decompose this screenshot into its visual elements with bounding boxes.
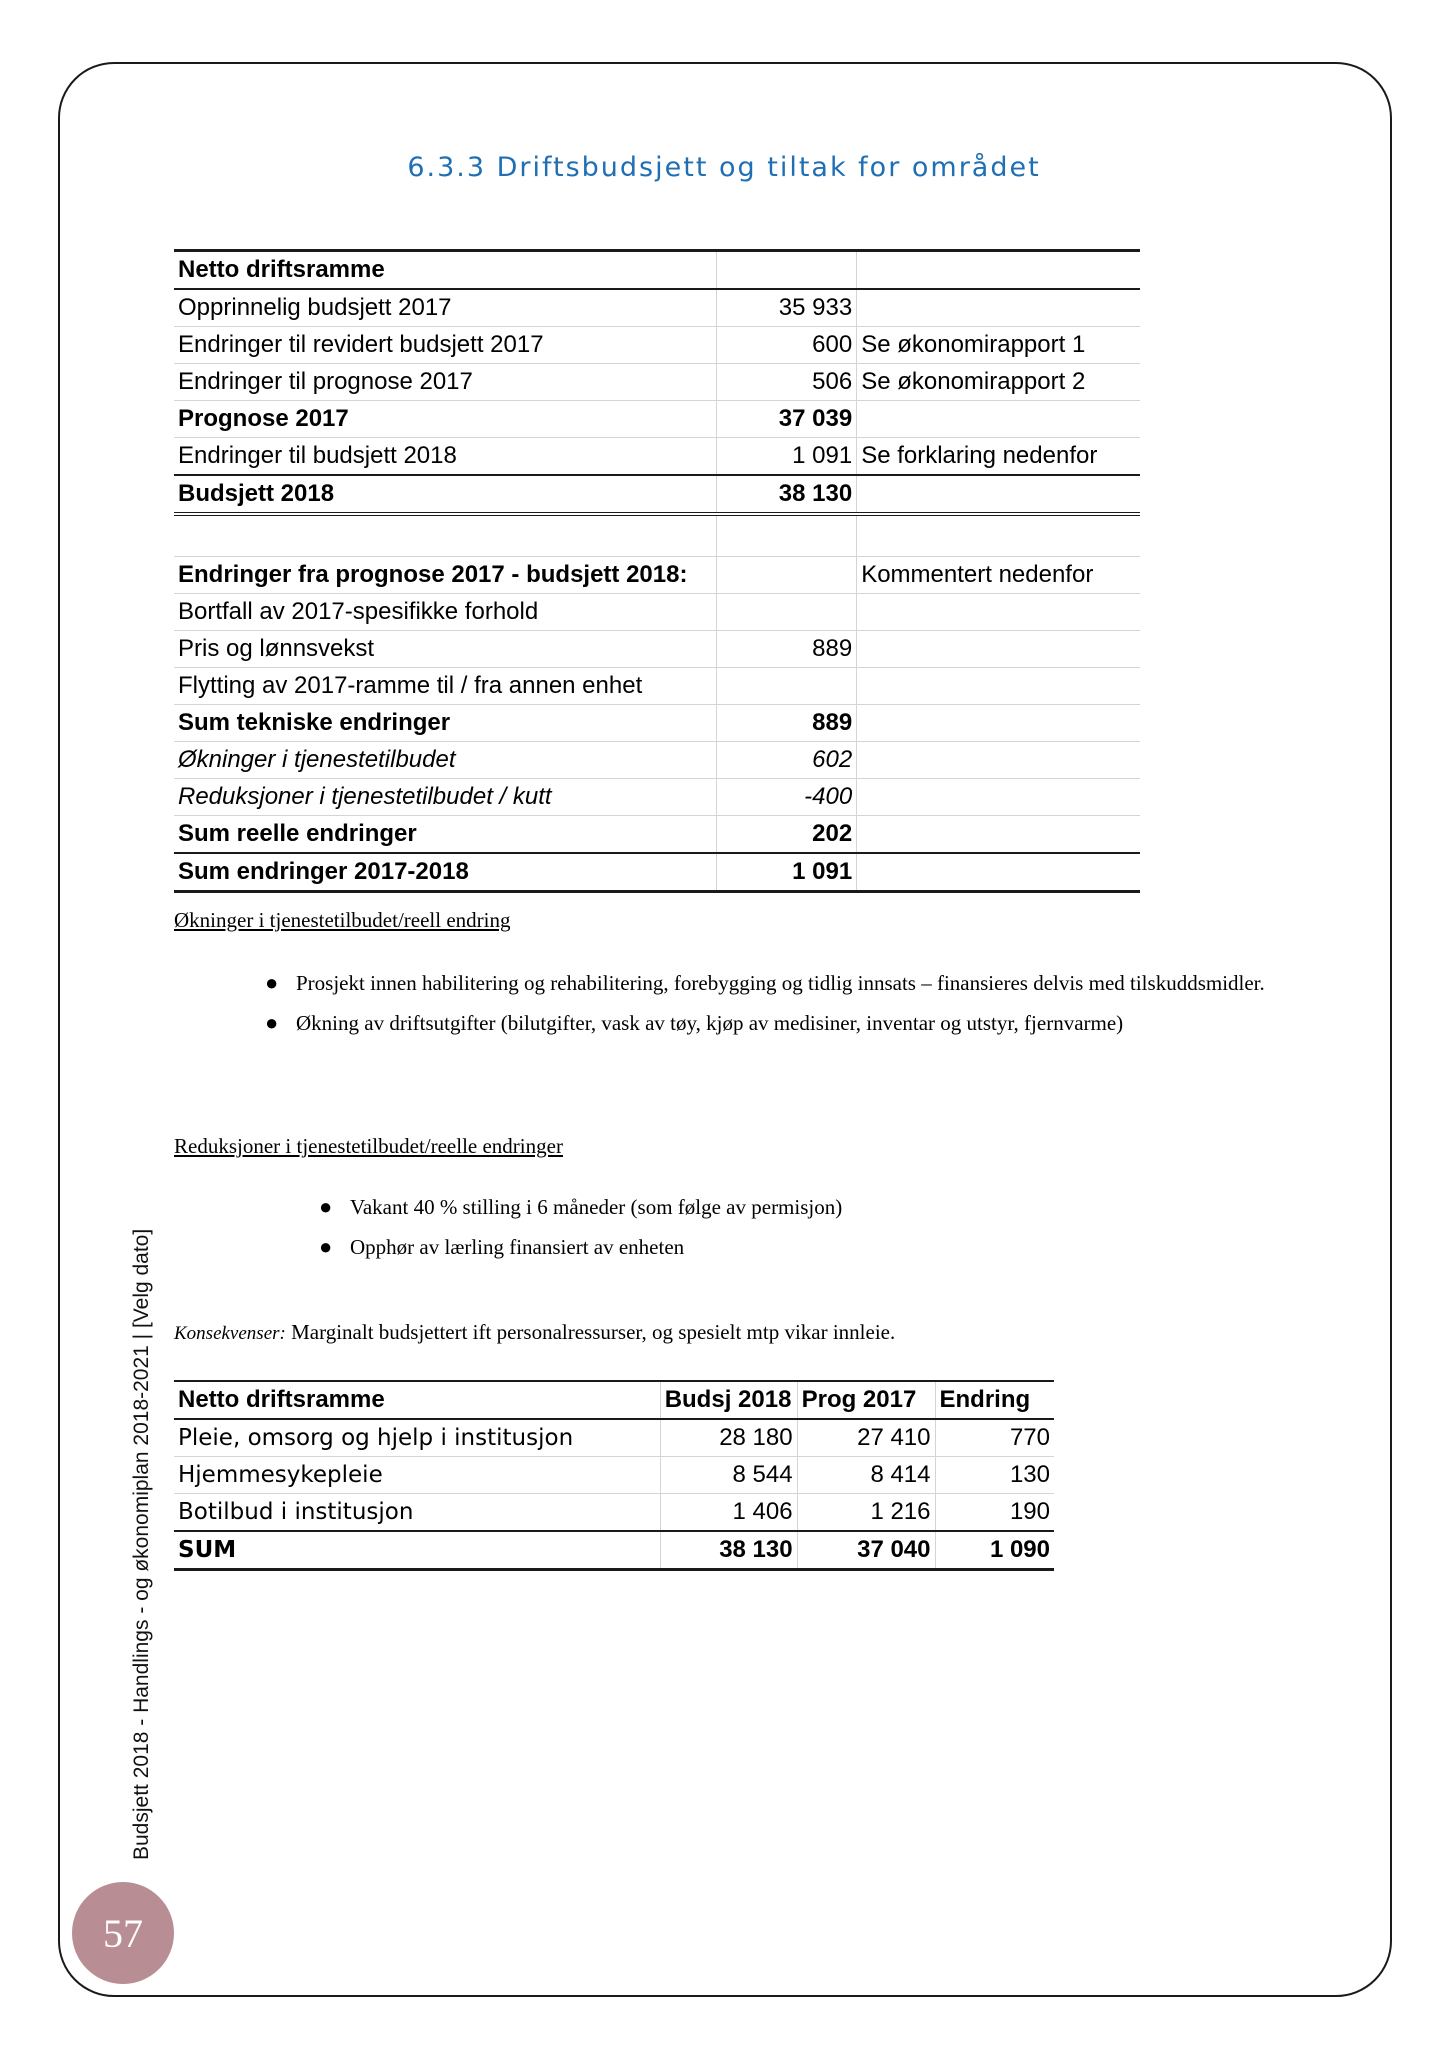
table-cell	[857, 779, 1140, 816]
table-cell: Økninger i tjenestetilbudet	[174, 742, 716, 779]
section-heading: 6.3.3 Driftsbudsjett og tiltak for området	[407, 152, 1041, 183]
table-row	[174, 631, 1140, 668]
table-cell: Hjemmesykepleie	[174, 1457, 660, 1494]
table-cell: 602	[716, 742, 856, 779]
table-cell: 38 130	[660, 1531, 797, 1570]
table-cell	[716, 594, 856, 631]
table-row	[174, 742, 1140, 779]
table-cell	[857, 631, 1140, 668]
table-cell: SUM	[174, 1531, 660, 1570]
table-row	[174, 289, 1140, 327]
table-row	[174, 1494, 1054, 1532]
table-cell	[857, 853, 1140, 892]
table-cell: 37 039	[716, 401, 856, 438]
table-cell: Pleie, omsorg og hjelp i institusjon	[174, 1419, 660, 1457]
table-cell	[857, 816, 1140, 854]
table-row	[174, 475, 1140, 514]
table-cell	[716, 557, 856, 594]
table-cell	[857, 742, 1140, 779]
table-cell: Endringer til prognose 2017	[174, 364, 716, 401]
consequence-label: Konsekvenser:	[174, 1323, 286, 1344]
table-row	[174, 668, 1140, 705]
table-cell	[716, 514, 856, 557]
table-row	[174, 705, 1140, 742]
table-cell: 1 406	[660, 1494, 797, 1532]
increase-section-title: Økninger i tjenestetilbudet/reell endring	[174, 908, 511, 932]
table-cell: 8 544	[660, 1457, 797, 1494]
table-cell: 1 216	[797, 1494, 935, 1532]
table-row	[174, 401, 1140, 438]
budget-frame-table	[174, 249, 1140, 893]
table-cell: 130	[935, 1457, 1054, 1494]
netto-driftsramme-table	[174, 1380, 1054, 1571]
table-cell: 8 414	[797, 1457, 935, 1494]
table-cell: Reduksjoner i tjenestetilbudet / kutt	[174, 779, 716, 816]
consequence-text	[174, 1320, 895, 1345]
table-cell: 1 091	[716, 853, 856, 892]
list-item: ● Opphør av lærling finansiert av enheten	[350, 1230, 1250, 1264]
table-cell: -400	[716, 779, 856, 816]
bullet-icon: ●	[319, 1234, 333, 1259]
table-row	[174, 364, 1140, 401]
table-row	[174, 816, 1140, 854]
table-cell: Botilbud i institusjon	[174, 1494, 660, 1532]
table-cell: 1 091	[716, 438, 856, 476]
table-cell: 27 410	[797, 1419, 935, 1457]
reduction-list	[319, 1190, 1250, 1270]
table-header-cell: Prog 2017	[797, 1381, 935, 1419]
table-cell: 506	[716, 364, 856, 401]
table-row	[174, 779, 1140, 816]
table-row	[174, 1531, 1054, 1570]
list-item: ● Prosjekt innen habilitering og rehabilitering, forebygging og tidlig innsats – finansieres delvis med tilskuddsmidler.	[296, 966, 1296, 1000]
table-cell	[716, 668, 856, 705]
bullet-icon: ●	[265, 970, 279, 995]
bullet-icon: ●	[265, 1010, 279, 1035]
table-cell: Se forklaring nedenfor	[857, 438, 1140, 476]
table-cell: 770	[935, 1419, 1054, 1457]
table-cell: Bortfall av 2017-spesifikke forhold	[174, 594, 716, 631]
table-cell: Se økonomirapport 2	[857, 364, 1140, 401]
table-cell	[857, 251, 1140, 290]
table-cell	[857, 289, 1140, 327]
table-cell	[857, 401, 1140, 438]
table-cell: Sum tekniske endringer	[174, 705, 716, 742]
table-header-cell: Endring	[935, 1381, 1054, 1419]
reduction-section-title: Reduksjoner i tjenestetilbudet/reelle endringer	[174, 1134, 563, 1158]
table-header-cell: Netto driftsramme	[174, 1381, 660, 1419]
table-cell: Sum reelle endringer	[174, 816, 716, 854]
table-row	[174, 557, 1140, 594]
table-cell: 35 933	[716, 289, 856, 327]
list-item: ● Vakant 40 % stilling i 6 måneder (som følge av permisjon)	[350, 1190, 1250, 1224]
table-cell: 889	[716, 631, 856, 668]
bullet-icon: ●	[319, 1194, 333, 1219]
table-cell: 37 040	[797, 1531, 935, 1570]
table-row	[174, 438, 1140, 476]
table-cell: Pris og lønnsvekst	[174, 631, 716, 668]
table-cell: Prognose 2017	[174, 401, 716, 438]
table-cell: 28 180	[660, 1419, 797, 1457]
table-row	[174, 514, 1140, 557]
table-row	[174, 251, 1140, 290]
table-cell: Se økonomirapport 1	[857, 327, 1140, 364]
table-cell: Budsjett 2018	[174, 475, 716, 514]
side-running-header: Budsjett 2018 - Handlings - og økonomiplan 2018-2021 | [Velg dato]	[130, 1228, 153, 1860]
table-cell: 202	[716, 816, 856, 854]
table-cell: Endringer til revidert budsjett 2017	[174, 327, 716, 364]
table-cell: Endringer fra prognose 2017 - budsjett 2018:	[174, 557, 716, 594]
table-header-cell: Budsj 2018	[660, 1381, 797, 1419]
table-cell: Netto driftsramme	[174, 251, 716, 290]
table-cell	[716, 251, 856, 290]
table-cell: Flytting av 2017-ramme til / fra annen enhet	[174, 668, 716, 705]
table-row	[174, 853, 1140, 892]
increase-list	[265, 966, 1296, 1046]
page-number: 57	[72, 1882, 174, 1984]
list-item: ● Økning av driftsutgifter (bilutgifter, vask av tøy, kjøp av medisiner, inventar og utstyr, fjernvarme)	[296, 1006, 1296, 1040]
table-cell: 889	[716, 705, 856, 742]
table-cell: 600	[716, 327, 856, 364]
table-row	[174, 594, 1140, 631]
table-cell: Kommentert nedenfor	[857, 557, 1140, 594]
table-cell: 1 090	[935, 1531, 1054, 1570]
table-cell: 190	[935, 1494, 1054, 1532]
table-row	[174, 1457, 1054, 1494]
table-row	[174, 327, 1140, 364]
table-cell	[174, 514, 716, 557]
table-cell: Opprinnelig budsjett 2017	[174, 289, 716, 327]
consequence-body: Marginalt budsjettert ift personalressurser, og spesielt mtp vikar innleie.	[285, 1320, 896, 1344]
table-cell	[857, 705, 1140, 742]
table-header-row	[174, 1381, 1054, 1419]
table-cell	[857, 594, 1140, 631]
table-cell	[857, 475, 1140, 514]
table-row	[174, 1419, 1054, 1457]
table-cell: Sum endringer 2017-2018	[174, 853, 716, 892]
table-cell	[857, 514, 1140, 557]
table-cell: Endringer til budsjett 2018	[174, 438, 716, 476]
table-cell	[857, 668, 1140, 705]
table-cell: 38 130	[716, 475, 856, 514]
